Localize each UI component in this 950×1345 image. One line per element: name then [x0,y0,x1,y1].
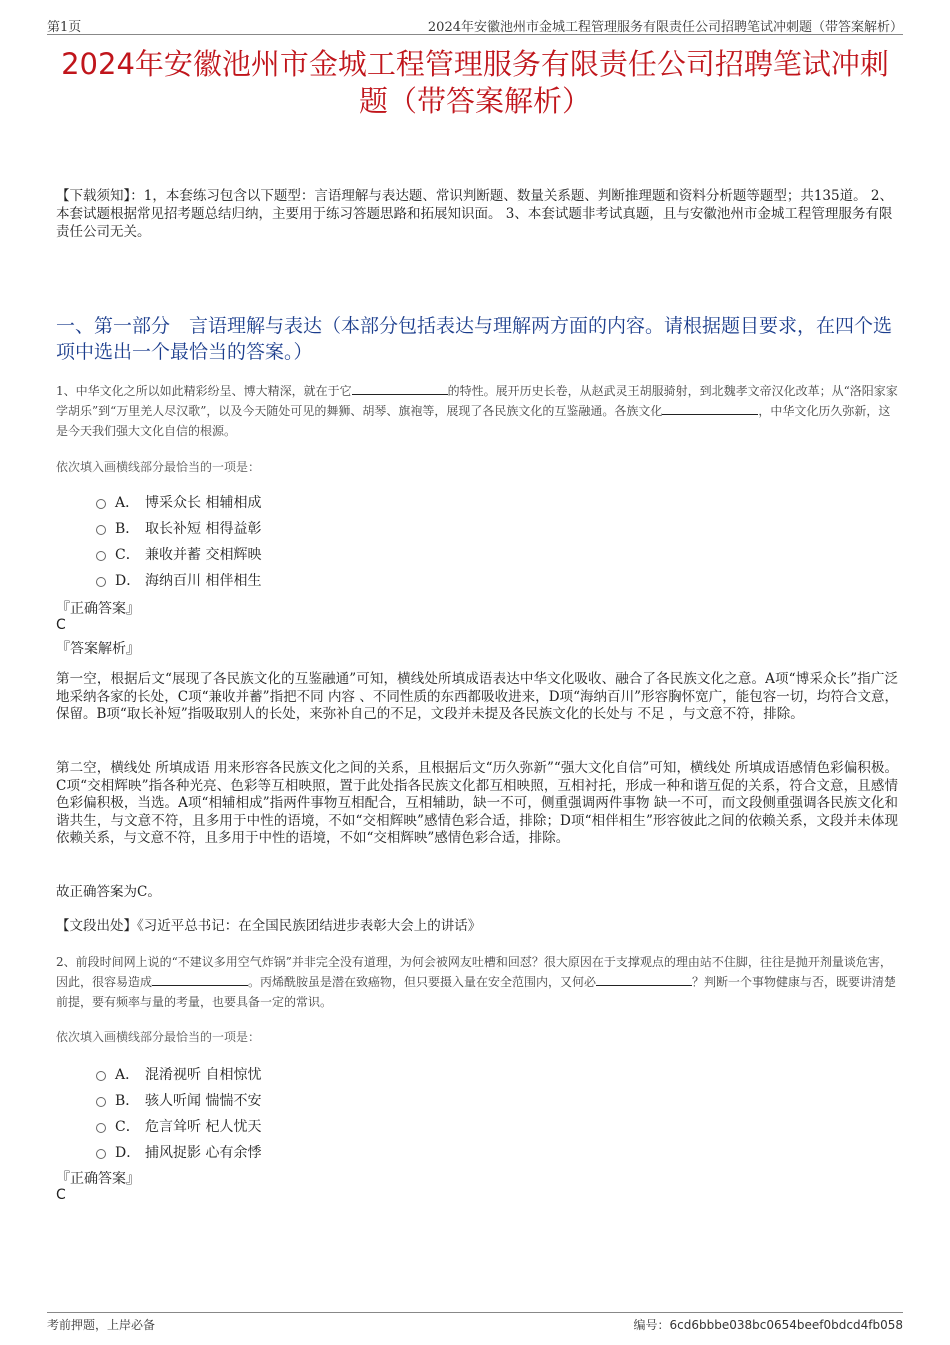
answer-value: C [56,617,66,633]
analysis-paragraph-2: 第二空，横线处 所填成语 用来形容各民族文化之间的关系，且根据后文“历久弥新”“强大文化自信”可知，横线处 所填成语感情色彩偏积极。C项“交相辉映”指各种光亮、色彩等互相映照，置于此处指各民族文化都互相映照，互相衬托，形成一种和谐互促的关系，符合文意，且感情色彩偏积极，当选。A项“相辅相成”指两件事物互相配合，互相辅助，缺一不可，侧重强调两件事物 缺一不可，而文段侧重强调各民族文化和谐共生，与文意不符，且多用于中性的语境，不如“交相辉映”感情色彩合适，排除；D项“相伴相生”形容彼此之间的依赖关系，文段并未体现依赖关系，与文意不符，且多用于中性的语境，不如“交相辉映”感情色彩合适，排除。 [56,760,898,846]
source-citation: 【文段出处】《习近平总书记：在全国民族团结进步表彰大会上的讲话》 [56,918,482,934]
radio-icon[interactable] [96,577,106,587]
option-c[interactable]: C． 兼收并蓄 交相辉映 [96,544,898,570]
answer-label: 『正确答案』 [56,601,140,617]
radio-icon[interactable] [96,1071,106,1081]
question-1-hint: 依次填入画横线部分最恰当的一项是： [56,460,261,474]
download-notice: 【下载须知】：1，本套练习包含以下题型：言语理解与表达题、常识判断题、数量关系题、判断推理题和资料分析题等题型；共135道。 2、本套试题根据常见招考题总结归纳，主要用于练习答题思路和拓展知识面。 3、本套试题非考试真题，且与安徽池州市金城工程管理服务有限责任公司无关。 [56,188,893,240]
option-d[interactable]: D． 海纳百川 相伴相生 [96,570,898,596]
question-2-stem: 2、前段时间网上说的“不建议多用空气炸锅”并非完全没有道理，为何会被网友吐槽和回怼？很大原因在于支撑观点的理由站不住脚，往往是抛开剂量谈危害，因此，很容易造成 。丙烯酰胺虽是潜在致癌物，但只要摄入量在安全范围内，又何必 ？判断一个事物健康与否，既要讲清楚前提，要有频率与量的考量，也要具备一定的常识。 [56,955,897,1009]
conclusion: 故正确答案为C。 [56,884,161,900]
page-header [47,14,903,35]
radio-icon[interactable] [96,1097,106,1107]
radio-icon[interactable] [96,1123,106,1133]
option-c[interactable]: C． 危言耸听 杞人忧天 [96,1116,898,1142]
question-1-options [96,492,898,596]
document-code: 编号：6cd6bbbe038bc0654beef0bdcd4fb058 [633,1318,903,1332]
blank-line [662,402,758,415]
answer-value: C [56,1187,66,1203]
page-number: 第1页 [47,20,82,35]
option-d[interactable]: D． 捕风捉影 心有余悸 [96,1142,898,1168]
option-b[interactable]: B． 取长补短 相得益彰 [96,518,898,544]
radio-icon[interactable] [96,525,106,535]
radio-icon[interactable] [96,551,106,561]
document-title: 2024年安徽池州市金城工程管理服务有限责任公司招聘笔试冲刺题（带答案解析） [61,47,889,118]
question-1-stem: 1、中华文化之所以如此精彩纷呈、博大精深，就在于它 的特性。展开历史长卷，从赵武灵王胡服骑射，到北魏孝文帝汉化改革；从“洛阳家家学胡乐”到“万里羌人尽汉歌”，以及今天随处可见的舞狮、胡琴、旗袍等，展现了各民族文化的互鉴融通。各族文化 ，中华文化历久弥新，这是今天我们强大文化自信的根源。 [56,384,898,438]
blank-line [596,973,692,986]
analysis-label: 『答案解析』 [56,641,140,657]
section-heading: 一、第一部分 言语理解与表达（本部分包括表达与理解两方面的内容。请根据题目要求，在四个选项中选出一个最恰当的答案。） [56,315,893,363]
question-2-hint: 依次填入画横线部分最恰当的一项是： [56,1030,261,1044]
blank-line [152,973,248,986]
option-a[interactable]: A． 博采众长 相辅相成 [96,492,898,518]
header-doc-title: 2024年安徽池州市金城工程管理服务有限责任公司招聘笔试冲刺题（带答案解析） [427,20,903,35]
footer-slogan: 考前押题，上岸必备 [47,1318,156,1332]
analysis-paragraph-1: 第一空，根据后文“展现了各民族文化的互鉴融通”可知，横线处所填成语表达中华文化吸收、融合了各民族文化之意。A项“博采众长”指广泛地采纳各家的长处，C项“兼收并蓄”指把不同 内容 、不同性质的东西都吸收进来，D项“海纳百川”形容胸怀宽广，能包容一切，均符合文意，保留。B项“取长补短”指吸取别人的长处，来弥补自己的不足，文段并未提及各民族文化的长处与 不足 ，与文意不符，排除。 [56,671,898,722]
page-footer [47,1312,903,1333]
option-b[interactable]: B． 骇人听闻 惴惴不安 [96,1090,898,1116]
blank-line [352,382,448,395]
option-a[interactable]: A． 混淆视听 自相惊忧 [96,1064,898,1090]
answer-label: 『正确答案』 [56,1171,140,1187]
radio-icon[interactable] [96,1149,106,1159]
question-2-options [96,1064,898,1168]
radio-icon[interactable] [96,499,106,509]
